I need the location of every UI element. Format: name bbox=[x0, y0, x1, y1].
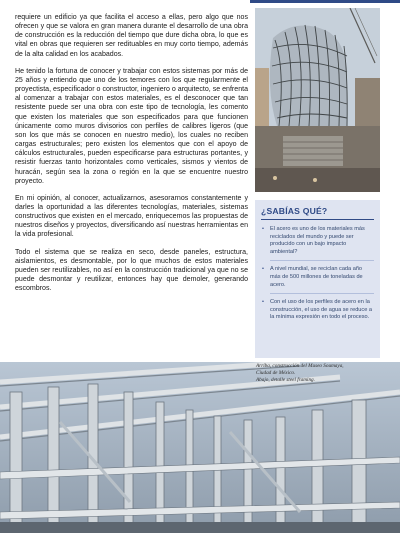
caption-line-2: Ciudad de México. bbox=[256, 369, 296, 376]
caption-line-1: Arriba, construcción del Museo Soumaya, bbox=[256, 363, 344, 369]
item-divider bbox=[270, 260, 374, 261]
did-you-know-item-2: A nivel mundial, se reciclan cada año más de 500 millones de toneladas de acero. bbox=[270, 266, 363, 288]
did-you-know-box bbox=[255, 200, 380, 358]
item-divider bbox=[270, 293, 374, 294]
paragraph-1: requiere un edificio ya que facilita el acceso a ellas, pero algo que nos ofrecen y que se valora en gran manera durante el desarrollo de una obra de construcción es la reducción del tiempo que dure dicha obra, lo que es vital en obras que requieren ser redituables en muy corto tiempo, además de la alta calidad en los acabados. bbox=[15, 14, 248, 58]
did-you-know-item-1: El acero es uno de los materiales más reciclados del mundo y puede ser producido con un bajo impacto ambiental? bbox=[270, 226, 365, 255]
did-you-know-title: ¿SABÍAS QUÉ? bbox=[261, 206, 374, 220]
did-you-know-item-3: Con el uso de los perfiles de acero en la construcción, el uso de agua se reduce a la mínima expresión en todo el proceso. bbox=[270, 299, 372, 321]
caption-line-3: Abajo, detalle steel framing. bbox=[256, 376, 315, 383]
did-you-know-list bbox=[262, 226, 374, 327]
list-item bbox=[262, 299, 374, 322]
bullet-icon: • bbox=[262, 299, 264, 306]
paragraph-2: He tenido la fortuna de conocer y trabajar con estos sistemas por más de 25 años y entiendo que uno de los temores con los que regularmente el proyectista, especificador o constructor, ingeniero o arquitecto, se enfrenta al comenzar a trabajar con estos materiales, es el desconocer que tan resistente puede ser una obra con este tipo de tecnología, les comento que existen los materiales que son especificados para que funcionen únicamente como muros divisorios con perfiles de calibres ligeros (que son los que más se conocen en nuestro medio), los cuales no reciben cargas estructurales; pero existen los elementos que con el apoyo de cálculos estructurales, pueden especificarse para estructuras portantes, y resistir fuerzas tanto horizontales como verticales, sismos y vientos de huracán, según sea la zona o región en la que se encuentre nuestro proyecto. bbox=[15, 67, 248, 185]
article-body bbox=[15, 13, 248, 301]
museum-construction-photo bbox=[255, 8, 380, 192]
bullet-icon: • bbox=[262, 266, 264, 273]
top-bar bbox=[0, 0, 400, 7]
bullet-icon: • bbox=[262, 226, 264, 232]
steel-framing-photo bbox=[0, 362, 400, 533]
top-accent-bar bbox=[250, 0, 400, 3]
list-item bbox=[262, 226, 374, 261]
paragraph-4: Todo el sistema que se realiza en seco, desde paneles, estructura, aislamientos, es desmontable, por lo que muchos de estos materiales pueden ser reutilizables, no así en la construcción tradicional ya que no se puede desmontar y reutilizar, entonces hay que demoler, generando escombros. bbox=[15, 248, 248, 293]
list-item bbox=[262, 266, 374, 294]
paragraph-3: En mi opinión, al conocer, actualizarnos, asesorarnos constantemente y darles la oportunidad a las diferentes tecnologías, materiales, sistemas constructivos que existen en el mercado, enriquecemos las propuestas de nuestros diseños y proyectos, diversificando así nuestras herramientas en la vida profesional. bbox=[15, 194, 248, 239]
photo-caption bbox=[256, 363, 376, 383]
